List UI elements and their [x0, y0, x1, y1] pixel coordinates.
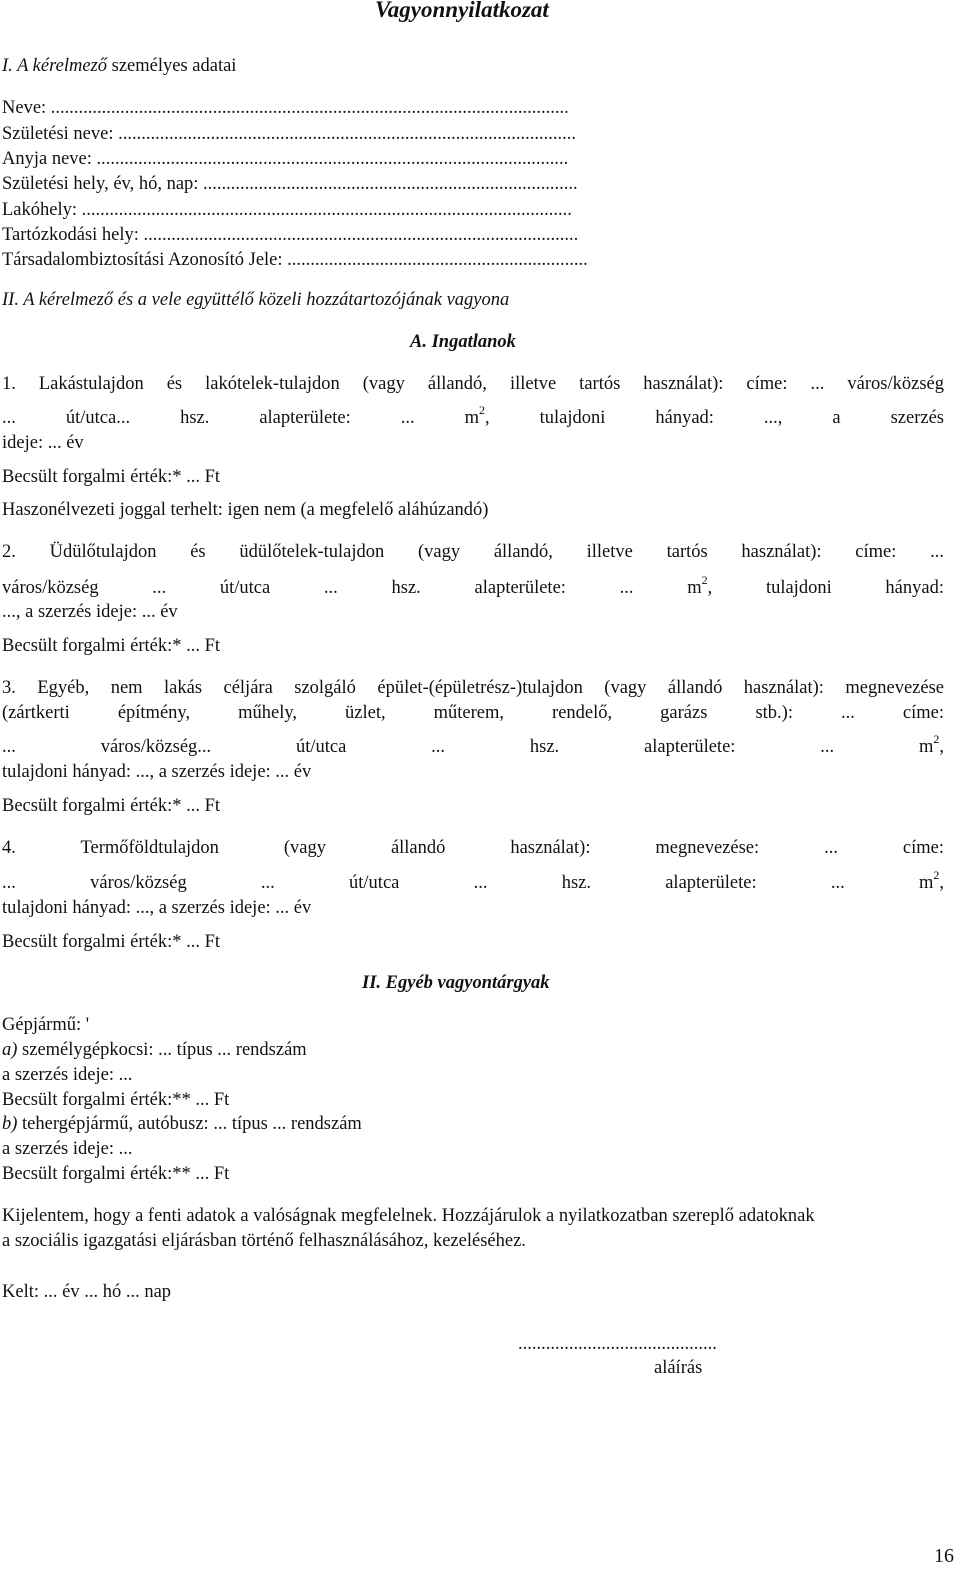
vehicle-b-date: a szerzés ideje: ... — [2, 1139, 133, 1159]
field-birth-place-date: Születési hely, év, hó, nap: ................................................................................. — [2, 174, 578, 194]
subsection-heading-real-estate: A. Ingatlanok — [410, 332, 516, 352]
item3-sup: 2 — [933, 731, 940, 746]
item1-line3: ideje: ... év — [2, 433, 84, 453]
item3-line1: 3. Egyéb, nem lakás céljára szolgáló épület-(épületrész-)tulajdon (vagy állandó használat): megnevezése — [2, 678, 944, 698]
page-number: 16 — [934, 1545, 954, 1567]
section-heading-assets: II. A kérelmező és a vele együttélő közeli hozzátartozójának vagyona — [2, 290, 510, 310]
section-heading-rest: személyes adatai — [111, 56, 237, 76]
item1-sup: 2 — [479, 402, 485, 417]
field-name: Neve: ................................................................................................................ — [2, 98, 569, 118]
item3-line3 — [2, 731, 944, 758]
field-residence: Lakóhely: .......................................................................................................... — [2, 200, 572, 220]
declaration-line2: a szociális igazgatási eljárásban történő felhasználásához, kezeléséhez. — [2, 1231, 526, 1251]
section-heading-text: A kérelmező — [17, 56, 107, 76]
item2-sup: 2 — [701, 572, 708, 587]
item2-line2a: város/község ... út/utca ... hsz. alapterülete: ... m — [2, 578, 702, 598]
item1-line1: 1. Lakástulajdon és lakótelek-tulajdon (vagy állandó, illetve tartós használat): címe: ... város/község — [2, 374, 944, 394]
page-title: Vagyonnyilatkozat — [375, 0, 549, 22]
item1-usufruct: Haszonélvezeti joggal terhelt: igen nem (a megfelelő aláhúzandó) — [2, 500, 489, 520]
vehicle-a-text: személygépkocsi: ... típus ... rendszám — [22, 1040, 307, 1060]
date-line: Kelt: ... év ... hó ... nap — [2, 1282, 172, 1302]
item2-value: Becsült forgalmi érték:* ... Ft — [2, 636, 221, 656]
item3-line4: tulajdoni hányad: ..., a szerzés ideje: ... év — [2, 762, 312, 782]
item1-line2a: ... út/utca... hsz. alapterülete: ... m — [2, 408, 479, 428]
vehicle-b-line — [2, 1114, 362, 1135]
item4-value: Becsült forgalmi érték:* ... Ft — [2, 932, 221, 952]
vehicle-b-label: b) — [2, 1114, 18, 1134]
item2-line3: ..., a szerzés ideje: ... év — [2, 602, 178, 622]
item3-line3b: , — [939, 737, 944, 757]
item4-line2a: ... város/község ... út/utca ... hsz. alapterülete: ... m — [2, 873, 934, 893]
vehicle-a-date: a szerzés ideje: ... — [2, 1065, 133, 1085]
vehicle-label: Gépjármű: ' — [2, 1015, 90, 1035]
field-mother-name: Anyja neve: ...................................................................................................... — [2, 149, 569, 169]
item1-line2b: , tulajdoni hányad: ..., a szerzés — [485, 408, 945, 428]
item4-sup: 2 — [933, 867, 940, 882]
item3-line3a: ... város/község... út/utca ... hsz. alapterülete: ... m — [2, 737, 934, 757]
item1-line2 — [2, 402, 945, 429]
section-heading-other-assets: II. Egyéb vagyontárgyak — [362, 973, 550, 993]
item1-value: Becsült forgalmi érték:* ... Ft — [2, 467, 221, 487]
item2-line1: 2. Üdülőtulajdon és üdülőtelek-tulajdon (vagy állandó, illetve tartós használat): címe: ... — [2, 542, 944, 562]
item4-line3: tulajdoni hányad: ..., a szerzés ideje: ... év — [2, 898, 312, 918]
item2-line2 — [2, 572, 944, 599]
field-stay-place: Tartózkodási hely: .............................................................................................. — [2, 225, 579, 245]
vehicle-b-value: Becsült forgalmi érték:** ... Ft — [2, 1164, 230, 1184]
field-birth-name: Születési neve: ................................................................................................... — [2, 124, 576, 144]
signature-line: ........................................... — [518, 1334, 717, 1354]
field-taj: Társadalombiztosítási Azonosító Jele: ................................................................. — [2, 250, 588, 270]
item4-line1: 4. Termőföldtulajdon (vagy állandó használat): megnevezése: ... címe: — [2, 838, 944, 858]
vehicle-b-text: tehergépjármű, autóbusz: ... típus ... rendszám — [22, 1114, 362, 1134]
section-heading-personal — [2, 56, 236, 77]
section-number: I. — [2, 56, 13, 76]
item2-line2b: , tulajdoni hányad: — [707, 578, 944, 598]
item3-line2: (zártkerti építmény, műhely, üzlet, műterem, rendelő, garázs stb.): ... címe: — [2, 703, 944, 723]
item3-value: Becsült forgalmi érték:* ... Ft — [2, 796, 221, 816]
signature-label: aláírás — [654, 1358, 703, 1378]
item4-line2b: , — [939, 873, 944, 893]
item4-line2 — [2, 867, 944, 894]
vehicle-a-line — [2, 1040, 307, 1061]
declaration-line1: Kijelentem, hogy a fenti adatok a valóságnak megfelelnek. Hozzájárulok a nyilatkozatban szereplő adatoknak — [2, 1206, 815, 1226]
vehicle-a-label: a) — [2, 1040, 18, 1060]
vehicle-a-value: Becsült forgalmi érték:** ... Ft — [2, 1090, 230, 1110]
